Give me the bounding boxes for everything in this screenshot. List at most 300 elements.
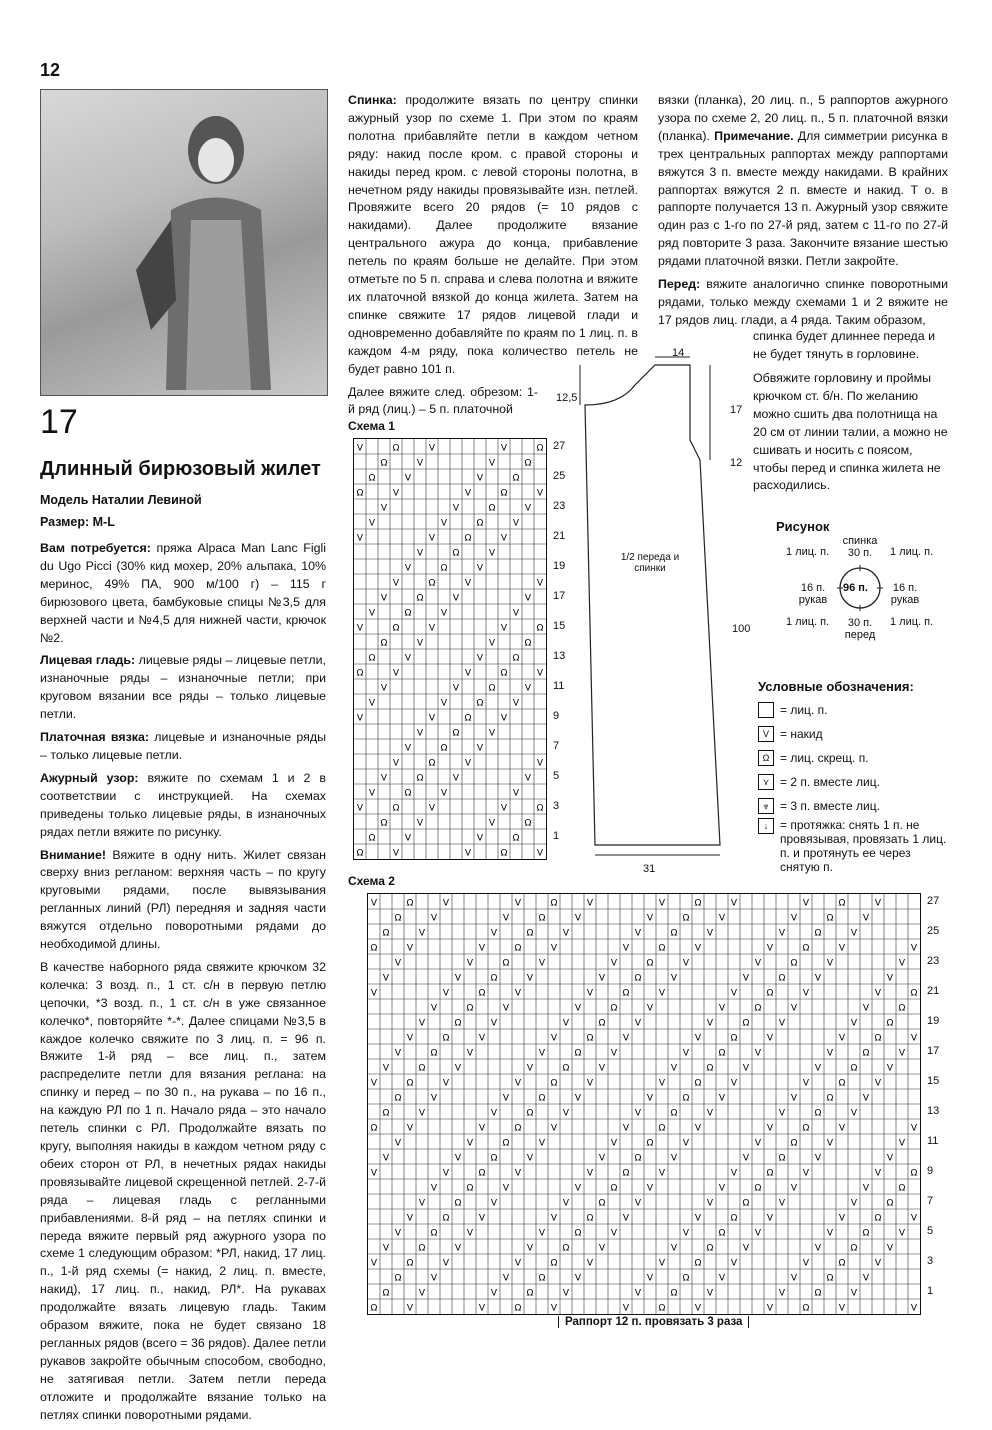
svg-text:V: V bbox=[524, 593, 532, 604]
svg-text:Ω: Ω bbox=[406, 1258, 414, 1269]
svg-text:Ω: Ω bbox=[778, 973, 786, 984]
legend-symbol: Ω bbox=[758, 750, 774, 766]
svg-text:V: V bbox=[476, 653, 484, 664]
svg-text:Ω: Ω bbox=[514, 1123, 522, 1134]
diagram-left-measure: 12,5 bbox=[556, 392, 578, 404]
svg-text:V: V bbox=[368, 608, 376, 619]
col1-text: В качестве наборного ряда свяжите крючком 32 колечка: 3 возд. п., 1 ст. с/н в первую петлю цепочки, *3 возд. п., 1 ст. с/н в уже связанное колечко*, повторяйте *-*. Далее спицами №3,5 в каждое колечко свяжите по 3 лиц. п. = 96 п. Вяжите 1-й ряд – все лиц. п., затем распределите петли для вязания реглана: на спинку и перед – по 30 п., на рукава – по 16 п., на каждую РЛ по 1 п. Начало ряда – это начало петель спинки с РЛ. Продолжайте вязать по кругу, выполняя накиды в каждом четном ряду с обеих сторон от РЛ, в нечетных рядах накиды провязывайте лицевой скрещенной петлей. 2-7-й ряда – лицевая гладь с регланными прибавлениями. 8-й ряд – на петлях спинки и переда вяжите первый ряд ажурного узора по схеме 1 следующим образом: *РЛ, накид, 17 лиц. п., 1-й ряд схемы (= накид, 2 лиц. п. вместе, накид), 17 лиц. п., накид, РЛ*. На рукавах продолжайте вязать лицевую гладь. Таким образом вяжите, пока не будет связано 18 регланных рядов (всего = 36 рядов). Далее петли рукавов закройте обычным способом, свободно, не затягивая петли. Затем петли переда отложите и продолжайте вязание только на петлях спинки поворотными рядами. bbox=[40, 959, 326, 1422]
svg-text:Ω: Ω bbox=[742, 1018, 750, 1029]
legend-text: = накид bbox=[780, 727, 823, 741]
svg-text:V: V bbox=[622, 1123, 630, 1134]
svg-text:V: V bbox=[778, 1108, 786, 1119]
svg-text:V: V bbox=[730, 988, 738, 999]
svg-text:Ω: Ω bbox=[536, 443, 544, 454]
svg-text:V: V bbox=[694, 943, 702, 954]
svg-text:V: V bbox=[838, 1123, 846, 1134]
svg-text:V: V bbox=[802, 1168, 810, 1179]
svg-text:Ω: Ω bbox=[500, 668, 508, 679]
svg-text:V: V bbox=[526, 973, 534, 984]
svg-text:Ω: Ω bbox=[490, 973, 498, 984]
svg-text:Ω: Ω bbox=[574, 1048, 582, 1059]
svg-text:Ω: Ω bbox=[598, 1018, 606, 1029]
svg-text:V: V bbox=[910, 1123, 918, 1134]
svg-text:V: V bbox=[754, 958, 762, 969]
svg-text:Ω: Ω bbox=[682, 1273, 690, 1284]
svg-text:V: V bbox=[730, 1078, 738, 1089]
svg-text:V: V bbox=[718, 1183, 726, 1194]
svg-text:V: V bbox=[718, 913, 726, 924]
svg-text:V: V bbox=[622, 1303, 630, 1314]
svg-text:Ω: Ω bbox=[622, 1168, 630, 1179]
svg-text:V: V bbox=[406, 1033, 414, 1044]
svg-text:Ω: Ω bbox=[898, 1183, 906, 1194]
svg-text:Ω: Ω bbox=[754, 1003, 762, 1014]
svg-text:V: V bbox=[430, 1003, 438, 1014]
svg-text:V: V bbox=[356, 623, 364, 634]
svg-text:Ω: Ω bbox=[356, 668, 364, 679]
svg-text:V: V bbox=[598, 973, 606, 984]
svg-text:V: V bbox=[416, 818, 424, 829]
front-text: вяжите аналогично спинке поворотными рядами, только между схемами 1 и 2 вяжите не 17 рядов лиц. глади, а 4 ряда. Таким образом, bbox=[658, 277, 948, 327]
svg-text:V: V bbox=[440, 788, 448, 799]
svg-text:V: V bbox=[850, 1108, 858, 1119]
svg-text:V: V bbox=[454, 1063, 462, 1074]
row-number: 3 bbox=[553, 800, 560, 812]
svg-text:V: V bbox=[790, 1183, 798, 1194]
svg-text:V: V bbox=[416, 638, 424, 649]
svg-text:V: V bbox=[802, 1078, 810, 1089]
svg-text:Ω: Ω bbox=[368, 833, 376, 844]
svg-text:V: V bbox=[814, 1063, 822, 1074]
svg-text:V: V bbox=[634, 1108, 642, 1119]
row-number: 21 bbox=[927, 985, 940, 997]
svg-text:Ω: Ω bbox=[428, 578, 436, 589]
svg-text:Ω: Ω bbox=[382, 1108, 390, 1119]
col1-paragraph bbox=[40, 729, 326, 765]
svg-text:V: V bbox=[802, 988, 810, 999]
svg-text:V: V bbox=[850, 1288, 858, 1299]
svg-text:V: V bbox=[658, 1168, 666, 1179]
svg-text:V: V bbox=[634, 1018, 642, 1029]
svg-text:V: V bbox=[478, 1213, 486, 1224]
svg-text:V: V bbox=[790, 1093, 798, 1104]
svg-text:V: V bbox=[490, 1018, 498, 1029]
svg-text:V: V bbox=[500, 443, 508, 454]
row-number: 5 bbox=[553, 770, 560, 782]
svg-text:V: V bbox=[562, 928, 570, 939]
figure-bl: 1 лиц. п. bbox=[786, 616, 830, 628]
svg-text:Ω: Ω bbox=[874, 1033, 882, 1044]
svg-text:Ω: Ω bbox=[814, 1288, 822, 1299]
svg-text:Ω: Ω bbox=[610, 1003, 618, 1014]
svg-text:V: V bbox=[418, 928, 426, 939]
svg-text:V: V bbox=[406, 1213, 414, 1224]
svg-text:V: V bbox=[538, 1048, 546, 1059]
svg-text:V: V bbox=[586, 1168, 594, 1179]
svg-text:V: V bbox=[442, 898, 450, 909]
svg-text:V: V bbox=[742, 1243, 750, 1254]
legend-text: = лиц. п. bbox=[780, 703, 828, 717]
svg-text:V: V bbox=[670, 1243, 678, 1254]
svg-text:V: V bbox=[370, 898, 378, 909]
figure-bottom: 30 п. перед bbox=[844, 617, 876, 641]
svg-text:V: V bbox=[706, 1198, 714, 1209]
svg-text:V: V bbox=[404, 473, 412, 484]
svg-text:Ω: Ω bbox=[416, 593, 424, 604]
svg-text:Ω: Ω bbox=[718, 1228, 726, 1239]
svg-text:V: V bbox=[440, 608, 448, 619]
svg-text:Ω: Ω bbox=[634, 1153, 642, 1164]
col1-heading: Лицевая гладь: bbox=[40, 653, 136, 668]
svg-text:V: V bbox=[766, 1213, 774, 1224]
svg-text:V: V bbox=[562, 1198, 570, 1209]
svg-text:V: V bbox=[754, 1228, 762, 1239]
col1-heading: Вам потребуется: bbox=[40, 541, 151, 555]
pattern-number: 17 bbox=[40, 403, 78, 441]
svg-text:V: V bbox=[718, 1003, 726, 1014]
svg-text:Ω: Ω bbox=[394, 1093, 402, 1104]
svg-text:Ω: Ω bbox=[476, 518, 484, 529]
svg-text:Ω: Ω bbox=[416, 773, 424, 784]
svg-text:V: V bbox=[850, 928, 858, 939]
svg-text:V: V bbox=[790, 1003, 798, 1014]
svg-text:Ω: Ω bbox=[646, 958, 654, 969]
diagram-center-label: 1/2 переда и спинки bbox=[620, 552, 680, 574]
svg-text:V: V bbox=[910, 1033, 918, 1044]
svg-text:V: V bbox=[514, 1168, 522, 1179]
svg-text:V: V bbox=[430, 1093, 438, 1104]
col1-heading: Платочная вязка: bbox=[40, 730, 149, 745]
svg-text:V: V bbox=[514, 988, 522, 999]
svg-text:V: V bbox=[428, 443, 436, 454]
legend-symbol: ↓ bbox=[758, 818, 774, 834]
column-1-text bbox=[40, 540, 326, 1430]
svg-text:V: V bbox=[392, 488, 400, 499]
svg-text:Ω: Ω bbox=[730, 1213, 738, 1224]
svg-text:Ω: Ω bbox=[392, 443, 400, 454]
svg-text:V: V bbox=[754, 1048, 762, 1059]
row-number: 9 bbox=[927, 1165, 934, 1177]
svg-text:Ω: Ω bbox=[382, 1288, 390, 1299]
svg-text:V: V bbox=[610, 1138, 618, 1149]
col1-paragraph bbox=[40, 959, 326, 1425]
legend-title: Условные обозначения: bbox=[758, 679, 914, 694]
svg-text:V: V bbox=[428, 623, 436, 634]
svg-text:V: V bbox=[850, 1018, 858, 1029]
svg-text:Ω: Ω bbox=[380, 458, 388, 469]
svg-text:V: V bbox=[706, 1108, 714, 1119]
row-number: 17 bbox=[927, 1045, 940, 1057]
svg-text:Ω: Ω bbox=[862, 1228, 870, 1239]
svg-text:V: V bbox=[610, 1228, 618, 1239]
svg-text:V: V bbox=[550, 1033, 558, 1044]
figure-br: 1 лиц. п. bbox=[890, 616, 934, 628]
svg-text:Ω: Ω bbox=[562, 1243, 570, 1254]
svg-text:Ω: Ω bbox=[356, 488, 364, 499]
svg-text:V: V bbox=[380, 593, 388, 604]
svg-text:V: V bbox=[488, 728, 496, 739]
svg-text:V: V bbox=[490, 1198, 498, 1209]
svg-text:V: V bbox=[694, 1123, 702, 1134]
svg-text:V: V bbox=[440, 518, 448, 529]
svg-text:V: V bbox=[598, 1243, 606, 1254]
svg-text:V: V bbox=[476, 563, 484, 574]
svg-text:Ω: Ω bbox=[826, 1273, 834, 1284]
svg-text:Ω: Ω bbox=[440, 743, 448, 754]
svg-text:V: V bbox=[370, 1078, 378, 1089]
svg-text:V: V bbox=[416, 728, 424, 739]
svg-text:V: V bbox=[742, 1153, 750, 1164]
svg-text:V: V bbox=[454, 973, 462, 984]
svg-text:V: V bbox=[368, 788, 376, 799]
svg-text:Ω: Ω bbox=[550, 1078, 558, 1089]
svg-text:V: V bbox=[452, 773, 460, 784]
svg-text:Ω: Ω bbox=[356, 848, 364, 859]
garment-pattern-diagram bbox=[560, 345, 760, 865]
svg-text:V: V bbox=[476, 833, 484, 844]
svg-text:Ω: Ω bbox=[574, 1228, 582, 1239]
svg-text:V: V bbox=[464, 668, 472, 679]
svg-text:Ω: Ω bbox=[802, 943, 810, 954]
svg-text:V: V bbox=[406, 1303, 414, 1314]
svg-text:Ω: Ω bbox=[488, 683, 496, 694]
svg-text:V: V bbox=[502, 1003, 510, 1014]
svg-text:V: V bbox=[406, 1123, 414, 1134]
svg-text:V: V bbox=[550, 1123, 558, 1134]
svg-text:V: V bbox=[478, 943, 486, 954]
svg-text:V: V bbox=[682, 1138, 690, 1149]
svg-text:Ω: Ω bbox=[598, 1198, 606, 1209]
svg-text:Ω: Ω bbox=[802, 1303, 810, 1314]
schema-2-label: Схема 2 bbox=[348, 874, 395, 888]
svg-text:V: V bbox=[394, 1138, 402, 1149]
svg-text:Ω: Ω bbox=[370, 943, 378, 954]
row-number: 1 bbox=[927, 1285, 934, 1297]
svg-text:Ω: Ω bbox=[610, 1183, 618, 1194]
svg-text:V: V bbox=[512, 698, 520, 709]
svg-text:V: V bbox=[404, 563, 412, 574]
svg-text:Ω: Ω bbox=[754, 1183, 762, 1194]
svg-text:V: V bbox=[382, 973, 390, 984]
legend-item bbox=[758, 698, 953, 722]
page-title: Длинный бирюзовый жилет bbox=[40, 458, 321, 480]
diagram-bottom-measure: 31 bbox=[643, 863, 656, 875]
svg-text:V: V bbox=[550, 943, 558, 954]
svg-text:V: V bbox=[442, 1258, 450, 1269]
svg-text:Ω: Ω bbox=[464, 533, 472, 544]
svg-text:V: V bbox=[862, 1093, 870, 1104]
svg-text:V: V bbox=[646, 1093, 654, 1104]
svg-text:V: V bbox=[392, 578, 400, 589]
svg-text:Ω: Ω bbox=[550, 1258, 558, 1269]
svg-text:Ω: Ω bbox=[380, 818, 388, 829]
svg-text:Ω: Ω bbox=[488, 503, 496, 514]
svg-text:V: V bbox=[464, 848, 472, 859]
svg-text:Ω: Ω bbox=[706, 1063, 714, 1074]
diagram-right-measure-2: 12 bbox=[730, 457, 743, 469]
svg-text:V: V bbox=[634, 928, 642, 939]
svg-text:V: V bbox=[370, 1258, 378, 1269]
grid-lines bbox=[354, 439, 546, 859]
svg-text:V: V bbox=[802, 1258, 810, 1269]
svg-text:V: V bbox=[670, 973, 678, 984]
svg-text:V: V bbox=[670, 1063, 678, 1074]
svg-text:V: V bbox=[490, 1108, 498, 1119]
svg-text:V: V bbox=[430, 913, 438, 924]
svg-text:V: V bbox=[536, 758, 544, 769]
svg-text:V: V bbox=[442, 988, 450, 999]
svg-text:V: V bbox=[802, 898, 810, 909]
svg-text:Ω: Ω bbox=[500, 848, 508, 859]
svg-text:Ω: Ω bbox=[478, 988, 486, 999]
svg-text:Ω: Ω bbox=[466, 1183, 474, 1194]
svg-text:V: V bbox=[526, 1243, 534, 1254]
svg-text:V: V bbox=[536, 668, 544, 679]
col1-paragraph bbox=[40, 540, 326, 647]
col1-text: лицевые и изнаночные ряды – только лицевые петли. bbox=[40, 730, 326, 762]
svg-text:Ω: Ω bbox=[538, 1093, 546, 1104]
svg-text:Ω: Ω bbox=[790, 1138, 798, 1149]
legend-symbol: V bbox=[758, 726, 774, 742]
svg-text:Ω: Ω bbox=[490, 1153, 498, 1164]
legend-item bbox=[758, 722, 953, 746]
svg-text:Ω: Ω bbox=[838, 1258, 846, 1269]
svg-text:Ω: Ω bbox=[524, 638, 532, 649]
svg-text:Ω: Ω bbox=[874, 1213, 882, 1224]
svg-text:Ω: Ω bbox=[586, 1213, 594, 1224]
svg-text:V: V bbox=[526, 1153, 534, 1164]
svg-text:Ω: Ω bbox=[418, 1063, 426, 1074]
svg-text:V: V bbox=[404, 743, 412, 754]
svg-text:V: V bbox=[898, 1048, 906, 1059]
svg-text:Ω: Ω bbox=[766, 1168, 774, 1179]
svg-text:Ω: Ω bbox=[526, 1108, 534, 1119]
svg-text:V: V bbox=[910, 1303, 918, 1314]
svg-text:V: V bbox=[500, 533, 508, 544]
col1-paragraph bbox=[40, 847, 326, 954]
svg-text:V: V bbox=[778, 1288, 786, 1299]
svg-text:V: V bbox=[658, 898, 666, 909]
svg-text:V: V bbox=[610, 958, 618, 969]
svg-text:V: V bbox=[814, 1153, 822, 1164]
col1-text: пряжа Alpaca Man Lanc Figli du Ugo Picci (30% кид мохер, 20% альпака, 10% меринос, 49% ПА, 900 м/100 г) – 115 г бирюзового цвета, бамбуковые спицы №3,5 для верхней части и №4,5 для нижней части, крючок №2. bbox=[40, 541, 327, 645]
svg-text:Ω: Ω bbox=[814, 1108, 822, 1119]
svg-text:V: V bbox=[562, 1108, 570, 1119]
size-label: Размер: M-L bbox=[40, 515, 115, 529]
svg-text:V: V bbox=[862, 1183, 870, 1194]
svg-text:V: V bbox=[502, 913, 510, 924]
svg-text:Ω: Ω bbox=[404, 608, 412, 619]
col1-paragraph bbox=[40, 652, 326, 724]
svg-text:Ω: Ω bbox=[512, 473, 520, 484]
svg-text:Ω: Ω bbox=[910, 1168, 918, 1179]
svg-text:V: V bbox=[706, 1288, 714, 1299]
svg-text:Ω: Ω bbox=[370, 1123, 378, 1134]
svg-text:V: V bbox=[766, 1123, 774, 1134]
svg-text:V: V bbox=[730, 1168, 738, 1179]
svg-text:V: V bbox=[898, 1138, 906, 1149]
svg-text:Ω: Ω bbox=[682, 913, 690, 924]
svg-text:Ω: Ω bbox=[526, 928, 534, 939]
svg-text:V: V bbox=[550, 1213, 558, 1224]
svg-text:Ω: Ω bbox=[500, 488, 508, 499]
svg-text:V: V bbox=[874, 898, 882, 909]
svg-text:V: V bbox=[658, 988, 666, 999]
svg-text:V: V bbox=[430, 1273, 438, 1284]
svg-text:V: V bbox=[428, 803, 436, 814]
svg-text:V: V bbox=[838, 1303, 846, 1314]
svg-text:V: V bbox=[778, 1018, 786, 1029]
svg-text:Ω: Ω bbox=[370, 1303, 378, 1314]
svg-text:V: V bbox=[562, 1288, 570, 1299]
svg-text:V: V bbox=[370, 1168, 378, 1179]
col1-text: вяжите по схемам 1 и 2 в соответствии с инструкцией. На схемах приведены только лицевые ряды, в изнаночных рядах петли вяжите по рисунку. bbox=[40, 770, 326, 839]
row-number: 25 bbox=[927, 925, 940, 937]
svg-text:Ω: Ω bbox=[430, 1228, 438, 1239]
svg-text:V: V bbox=[622, 1213, 630, 1224]
row-number: 5 bbox=[927, 1225, 934, 1237]
svg-text:V: V bbox=[382, 1063, 390, 1074]
svg-text:V: V bbox=[524, 503, 532, 514]
svg-text:V: V bbox=[488, 548, 496, 559]
svg-text:V: V bbox=[466, 1228, 474, 1239]
svg-text:Ω: Ω bbox=[392, 803, 400, 814]
svg-text:V: V bbox=[418, 1288, 426, 1299]
svg-text:Ω: Ω bbox=[538, 913, 546, 924]
back-text: продолжите вязать по центру спинки ажурный узор по схеме 1. При этом по краям полотна прибавляйте петли в каждом четном ряду: накид после кром. с правой стороны и накиды перед кром. с левой стороны полотна, в нечетном ряду накиды провязывайте изн. петлей. Провяжите всего 20 рядов (= 10 рядов с накидами). Далее продолжите вязание центрального ажура до конца, прибавление петель по краям больше не делайте. При этом отметьте по 5 п. справа и слева полотна и вяжите их платочной вязкой до конца жилета. Затем на спинке свяжите 17 рядов лицевой глади и одновременно добавляйте по краям по 1 лиц. п. в каждом 4-м ряду, пока количество петель не будет равно 101 п. bbox=[348, 93, 638, 376]
photo-illustration bbox=[41, 90, 327, 395]
svg-text:Ω: Ω bbox=[538, 1273, 546, 1284]
svg-text:V: V bbox=[574, 913, 582, 924]
svg-text:V: V bbox=[694, 1033, 702, 1044]
svg-text:V: V bbox=[428, 533, 436, 544]
svg-text:V: V bbox=[574, 1003, 582, 1014]
svg-text:V: V bbox=[382, 1243, 390, 1254]
svg-text:V: V bbox=[476, 743, 484, 754]
svg-text:Ω: Ω bbox=[404, 788, 412, 799]
row-number: 21 bbox=[553, 530, 566, 542]
svg-text:Ω: Ω bbox=[418, 1243, 426, 1254]
row-number: 9 bbox=[553, 710, 560, 722]
svg-text:Ω: Ω bbox=[502, 958, 510, 969]
legend bbox=[758, 698, 953, 874]
svg-text:Ω: Ω bbox=[670, 1288, 678, 1299]
schema-1-grid bbox=[353, 438, 547, 860]
svg-text:V: V bbox=[598, 1063, 606, 1074]
svg-text:V: V bbox=[862, 1003, 870, 1014]
schema-2-grid bbox=[367, 893, 921, 1315]
svg-text:Ω: Ω bbox=[454, 1018, 462, 1029]
svg-text:V: V bbox=[862, 1273, 870, 1284]
svg-text:V: V bbox=[658, 1078, 666, 1089]
svg-text:Ω: Ω bbox=[850, 1063, 858, 1074]
svg-text:V: V bbox=[392, 848, 400, 859]
diagram-top-measure: 14 bbox=[672, 347, 685, 359]
svg-text:V: V bbox=[404, 653, 412, 664]
col1-heading: Ажурный узор: bbox=[40, 770, 139, 785]
svg-text:Ω: Ω bbox=[562, 1063, 570, 1074]
svg-text:V: V bbox=[886, 1243, 894, 1254]
schema-1-label: Схема 1 bbox=[348, 419, 395, 433]
grid-lines bbox=[368, 894, 920, 1314]
svg-text:Ω: Ω bbox=[368, 473, 376, 484]
svg-text:Ω: Ω bbox=[850, 1243, 858, 1254]
svg-text:V: V bbox=[874, 1168, 882, 1179]
svg-text:V: V bbox=[646, 913, 654, 924]
svg-text:V: V bbox=[464, 488, 472, 499]
svg-text:V: V bbox=[454, 1243, 462, 1254]
svg-text:V: V bbox=[874, 1258, 882, 1269]
